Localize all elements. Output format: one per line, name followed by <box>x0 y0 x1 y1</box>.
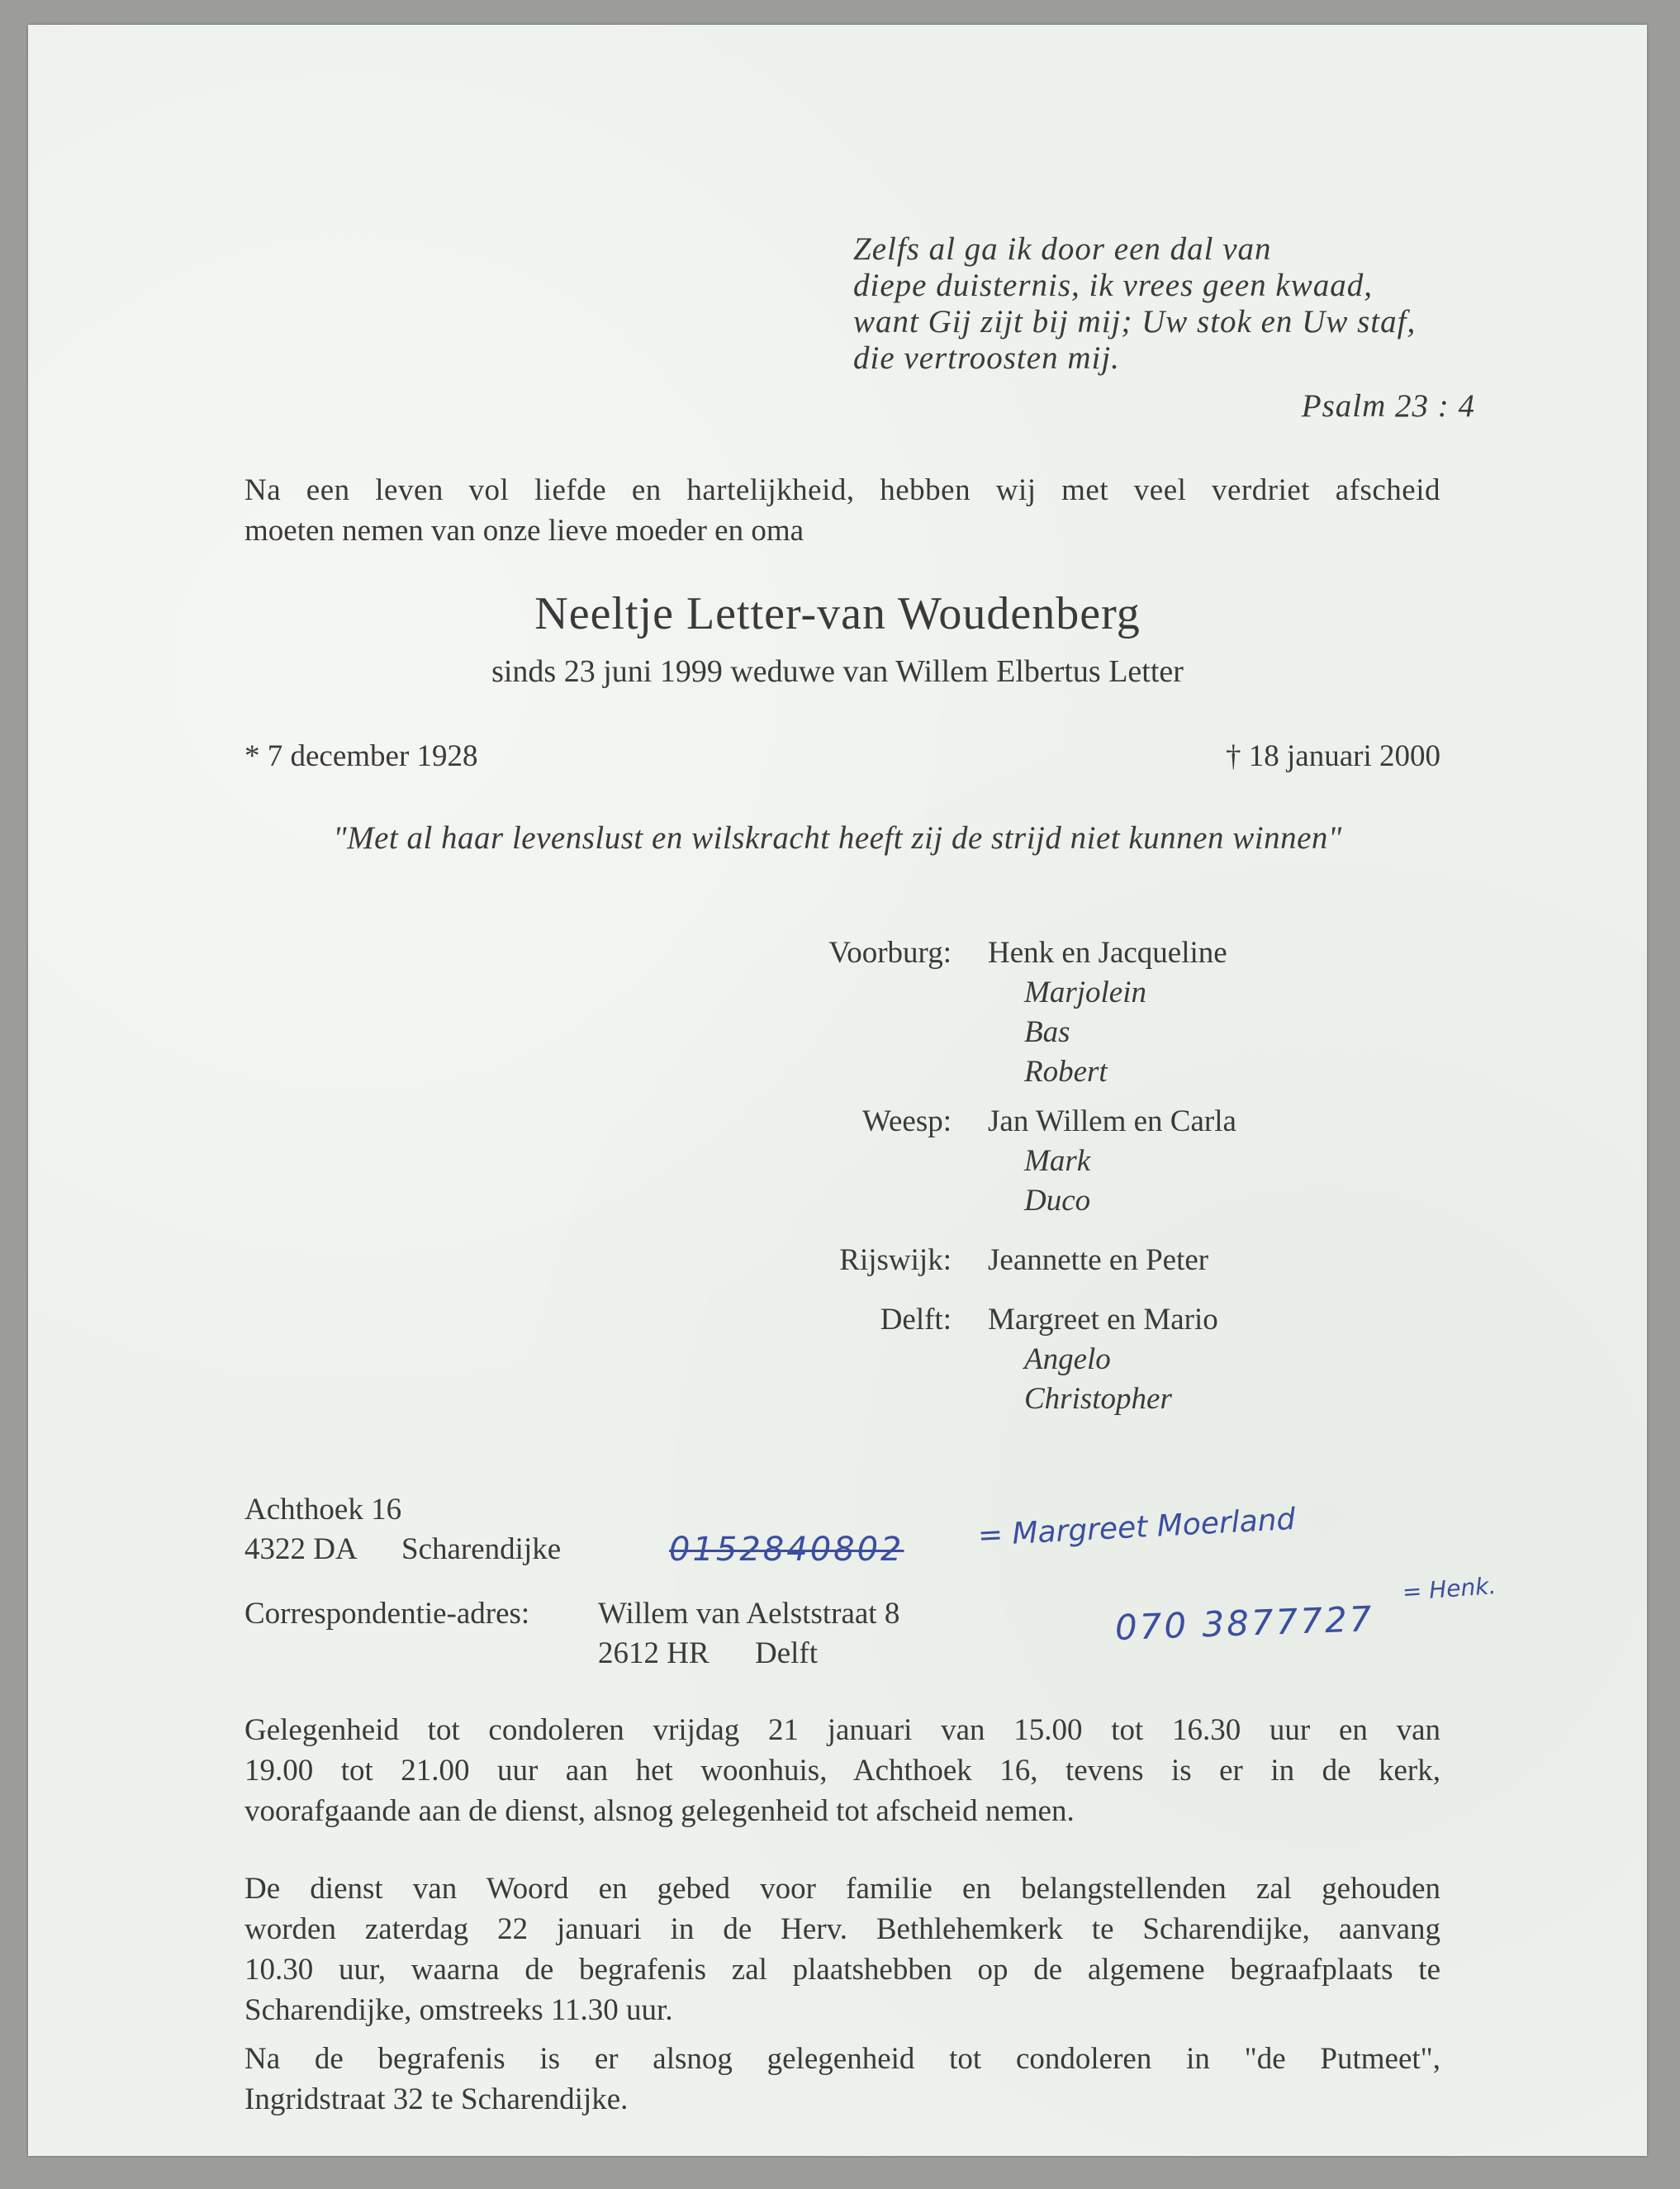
psalm-reference: Psalm 23 : 4 <box>1301 388 1475 424</box>
family-list <box>28 933 1647 1479</box>
widow-line: sinds 23 juni 1999 weduwe van Willem Elbertus Letter <box>491 654 1184 689</box>
grandchild-name: Robert <box>1024 1055 1108 1089</box>
deceased-name: Neeltje Letter-van Woudenberg <box>534 588 1141 639</box>
correspondence-postcode: 2612 HR <box>598 1636 709 1670</box>
verse-line: diepe duisternis, ik vrees geen kwaad, <box>853 268 1373 303</box>
psalm-verse <box>853 231 1416 377</box>
paragraph-line: Gelegenheid tot condoleren vrijdag 21 januari van 15.00 tot 16.30 uur en van <box>244 1713 1440 1747</box>
grandchild-name: Marjolein <box>1024 976 1146 1009</box>
service-paragraph <box>244 1868 1440 2030</box>
family-place: Voorburg: <box>828 936 952 970</box>
grandchild-name: Duco <box>1024 1184 1091 1218</box>
after-paragraph <box>244 2039 1440 2120</box>
correspondence-city: Delft <box>755 1636 819 1670</box>
paragraph-line: Na de begrafenis is er alsnog gelegenheid tot condoleren in "de Putmeet", <box>244 2042 1440 2076</box>
family-place: Rijswijk: <box>839 1243 952 1277</box>
paragraph-line: De dienst van Woord en gebed voor familie en belangstellenden zal gehouden <box>244 1872 1440 1906</box>
paragraph-line: voorafgaande aan de dienst, alsnog gelegenheid tot afscheid nemen. <box>244 1794 1075 1828</box>
correspondence-label: Correspondentie-adres: <box>244 1597 530 1631</box>
intro-line-1: Na een leven vol liefde en hartelijkheid, hebben wij met veel verdriet afscheid <box>244 473 1440 507</box>
grandchild-name: Mark <box>1024 1144 1091 1178</box>
grandchild-name: Angelo <box>1024 1342 1111 1376</box>
address-city: Scharendijke <box>401 1532 562 1566</box>
paragraph-line: 19.00 tot 21.00 uur aan het woonhuis, Achthoek 16, tevens is er in de kerk, <box>244 1754 1440 1788</box>
correspondence-street: Willem van Aelststraat 8 <box>598 1597 900 1631</box>
verse-line: die vertroosten mij. <box>853 340 1120 376</box>
verse-line: Zelfs al ga ik door een dal van <box>853 231 1272 267</box>
paragraph-line: worden zaterdag 22 januari in de Herv. Bethlehemkerk te Scharendijke, aanvang <box>244 1912 1440 1946</box>
paragraph-line: 10.30 uur, waarna de begrafenis zal plaatshebben op de algemene begraafplaats te <box>244 1953 1440 1987</box>
handwritten-note-2: = Henk. <box>1401 1572 1497 1606</box>
handwritten-phone-2: 070 3877727 <box>1114 1598 1375 1648</box>
paragraph-line: Scharendijke, omstreeks 11.30 uur. <box>244 1993 673 2027</box>
death-date: † 18 januari 2000 <box>1226 739 1440 773</box>
grandchild-name: Christopher <box>1024 1382 1172 1416</box>
family-place: Weesp: <box>862 1104 952 1138</box>
birth-date: * 7 december 1928 <box>244 739 478 773</box>
quote: "Met al haar levenslust en wilskracht heeft zij de strijd niet kunnen winnen" <box>333 820 1342 856</box>
family-names: Jeannette en Peter <box>988 1243 1209 1277</box>
family-place: Delft: <box>880 1303 952 1337</box>
verse-line: want Gij zijt bij mij; Uw stok en Uw staf, <box>853 304 1417 340</box>
family-names: Margreet en Mario <box>988 1303 1218 1337</box>
paragraph-line: Ingridstraat 32 te Scharendijke. <box>244 2082 629 2116</box>
condolence-paragraph <box>244 1710 1440 1831</box>
grandchild-name: Bas <box>1024 1015 1070 1049</box>
handwritten-phone-1: 0152840802 <box>669 1531 904 1569</box>
intro-line-2: moeten nemen van onze lieve moeder en oma <box>244 514 804 548</box>
family-names: Jan Willem en Carla <box>988 1104 1236 1138</box>
family-names: Henk en Jacqueline <box>988 936 1227 970</box>
address-postcode: 4322 DA <box>244 1532 358 1566</box>
address-street: Achthoek 16 <box>244 1493 402 1527</box>
mourning-card <box>28 25 1647 2156</box>
handwritten-note-1: = Margreet Moerland <box>976 1502 1297 1553</box>
